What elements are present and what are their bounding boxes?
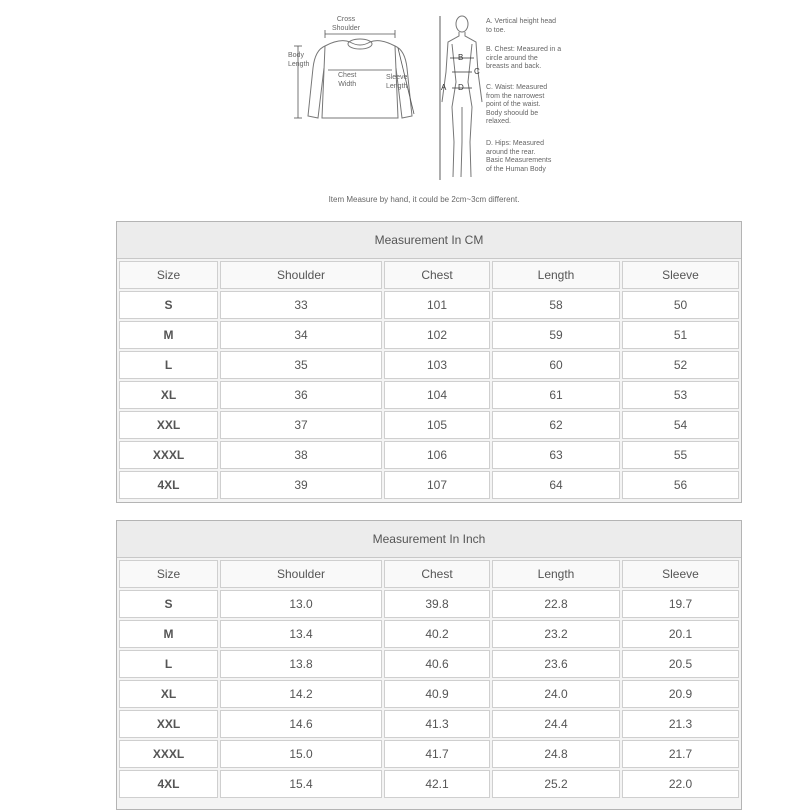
cell-sleeve: 21.3: [622, 710, 739, 738]
cell-length: 24.8: [492, 740, 620, 768]
table-row: [119, 351, 739, 379]
cell-size: 4XL: [119, 770, 218, 798]
header-row: [119, 560, 739, 588]
cell-sleeve: 21.7: [622, 740, 739, 768]
definition-c: C. Waist: Measured from the narrowest point of the waist. Body shoould be relaxed.: [486, 84, 548, 125]
cell-chest: 41.3: [384, 710, 490, 738]
cell-size: XL: [119, 381, 218, 409]
header-size: Size: [119, 261, 218, 289]
sleeve-length-label: Sleeve Length: [386, 74, 408, 90]
cell-length: 60: [492, 351, 620, 379]
body-length-label: Body Length: [288, 52, 310, 68]
cell-sleeve: 19.7: [622, 590, 739, 618]
cell-chest: 102: [384, 321, 490, 349]
header-length: Length: [492, 560, 620, 588]
header-chest: Chest: [384, 261, 490, 289]
cell-shoulder: 35: [220, 351, 382, 379]
cross-shoulder-label: Cross Shoulder: [332, 16, 361, 32]
cell-sleeve: 50: [622, 291, 739, 319]
table-grid: [117, 259, 741, 501]
cell-chest: 40.9: [384, 680, 490, 708]
table-row: [119, 740, 739, 768]
header-shoulder: Shoulder: [220, 261, 382, 289]
cell-shoulder: 37: [220, 411, 382, 439]
table-row: [119, 770, 739, 798]
definition-d: D. Hips: Measured around the rear. Basic Measurements of the Human Body: [486, 140, 552, 173]
cell-length: 61: [492, 381, 620, 409]
cell-chest: 101: [384, 291, 490, 319]
cell-shoulder: 13.0: [220, 590, 382, 618]
cell-length: 24.4: [492, 710, 620, 738]
cell-chest: 40.6: [384, 650, 490, 678]
header-size: Size: [119, 560, 218, 588]
cell-size: S: [119, 291, 218, 319]
size-table-cm: [116, 221, 742, 503]
cell-size: XXXL: [119, 441, 218, 469]
cell-size: M: [119, 321, 218, 349]
table-row: [119, 381, 739, 409]
cell-size: L: [119, 351, 218, 379]
definition-b: B. Chest: Measured in a circle around the breasts and back.: [486, 46, 562, 70]
cell-length: 58: [492, 291, 620, 319]
cell-shoulder: 14.2: [220, 680, 382, 708]
cell-chest: 104: [384, 381, 490, 409]
cell-sleeve: 56: [622, 471, 739, 499]
cell-shoulder: 33: [220, 291, 382, 319]
header-sleeve: Sleeve: [622, 560, 739, 588]
cell-chest: 103: [384, 351, 490, 379]
cell-size: 4XL: [119, 471, 218, 499]
cell-chest: 106: [384, 441, 490, 469]
table-row: [119, 710, 739, 738]
definition-a: A. Vertical height head to toe.: [486, 18, 557, 34]
cell-length: 59: [492, 321, 620, 349]
letter-a: A: [441, 83, 447, 92]
cell-sleeve: 51: [622, 321, 739, 349]
cell-length: 25.2: [492, 770, 620, 798]
chest-width-label: Chest Width: [338, 72, 357, 88]
cell-chest: 105: [384, 411, 490, 439]
cell-shoulder: 14.6: [220, 710, 382, 738]
cell-size: XXL: [119, 710, 218, 738]
cell-chest: 42.1: [384, 770, 490, 798]
sweater-sketch: [280, 8, 440, 193]
table-row: [119, 321, 739, 349]
cell-shoulder: 15.0: [220, 740, 382, 768]
cell-sleeve: 20.9: [622, 680, 739, 708]
cell-sleeve: 20.5: [622, 650, 739, 678]
letter-d: D: [458, 83, 464, 92]
cell-sleeve: 22.0: [622, 770, 739, 798]
cell-length: 23.6: [492, 650, 620, 678]
cell-sleeve: 54: [622, 411, 739, 439]
table-row: [119, 680, 739, 708]
table-grid: [117, 558, 741, 800]
cell-length: 62: [492, 411, 620, 439]
cell-shoulder: 15.4: [220, 770, 382, 798]
measure-note: Item Measure by hand, it could be 2cm~3cm different.: [328, 195, 520, 204]
table-row: [119, 411, 739, 439]
cell-chest: 40.2: [384, 620, 490, 648]
cell-sleeve: 55: [622, 441, 739, 469]
cell-length: 23.2: [492, 620, 620, 648]
size-table-inch: [116, 520, 742, 810]
measurement-diagram: [280, 8, 580, 193]
header-chest: Chest: [384, 560, 490, 588]
table-row: [119, 291, 739, 319]
cell-size: XXL: [119, 411, 218, 439]
table-row: [119, 441, 739, 469]
cell-size: XXXL: [119, 740, 218, 768]
cell-length: 63: [492, 441, 620, 469]
cell-sleeve: 52: [622, 351, 739, 379]
table-row: [119, 620, 739, 648]
cell-sleeve: 53: [622, 381, 739, 409]
cell-shoulder: 36: [220, 381, 382, 409]
cell-size: XL: [119, 680, 218, 708]
cell-length: 64: [492, 471, 620, 499]
cell-size: M: [119, 620, 218, 648]
table-title: Measurement In Inch: [117, 521, 741, 558]
letter-c: C: [474, 67, 480, 76]
cell-shoulder: 13.8: [220, 650, 382, 678]
cell-chest: 39.8: [384, 590, 490, 618]
letter-b: B: [458, 53, 464, 62]
cell-size: L: [119, 650, 218, 678]
cell-chest: 41.7: [384, 740, 490, 768]
header-length: Length: [492, 261, 620, 289]
cell-length: 22.8: [492, 590, 620, 618]
cell-chest: 107: [384, 471, 490, 499]
cell-shoulder: 38: [220, 441, 382, 469]
table-row: [119, 471, 739, 499]
header-sleeve: Sleeve: [622, 261, 739, 289]
cell-shoulder: 13.4: [220, 620, 382, 648]
cell-sleeve: 20.1: [622, 620, 739, 648]
header-shoulder: Shoulder: [220, 560, 382, 588]
cell-shoulder: 34: [220, 321, 382, 349]
table-title: Measurement In CM: [117, 222, 741, 259]
cell-size: S: [119, 590, 218, 618]
table-row: [119, 590, 739, 618]
table-row: [119, 650, 739, 678]
header-row: [119, 261, 739, 289]
cell-shoulder: 39: [220, 471, 382, 499]
cell-length: 24.0: [492, 680, 620, 708]
